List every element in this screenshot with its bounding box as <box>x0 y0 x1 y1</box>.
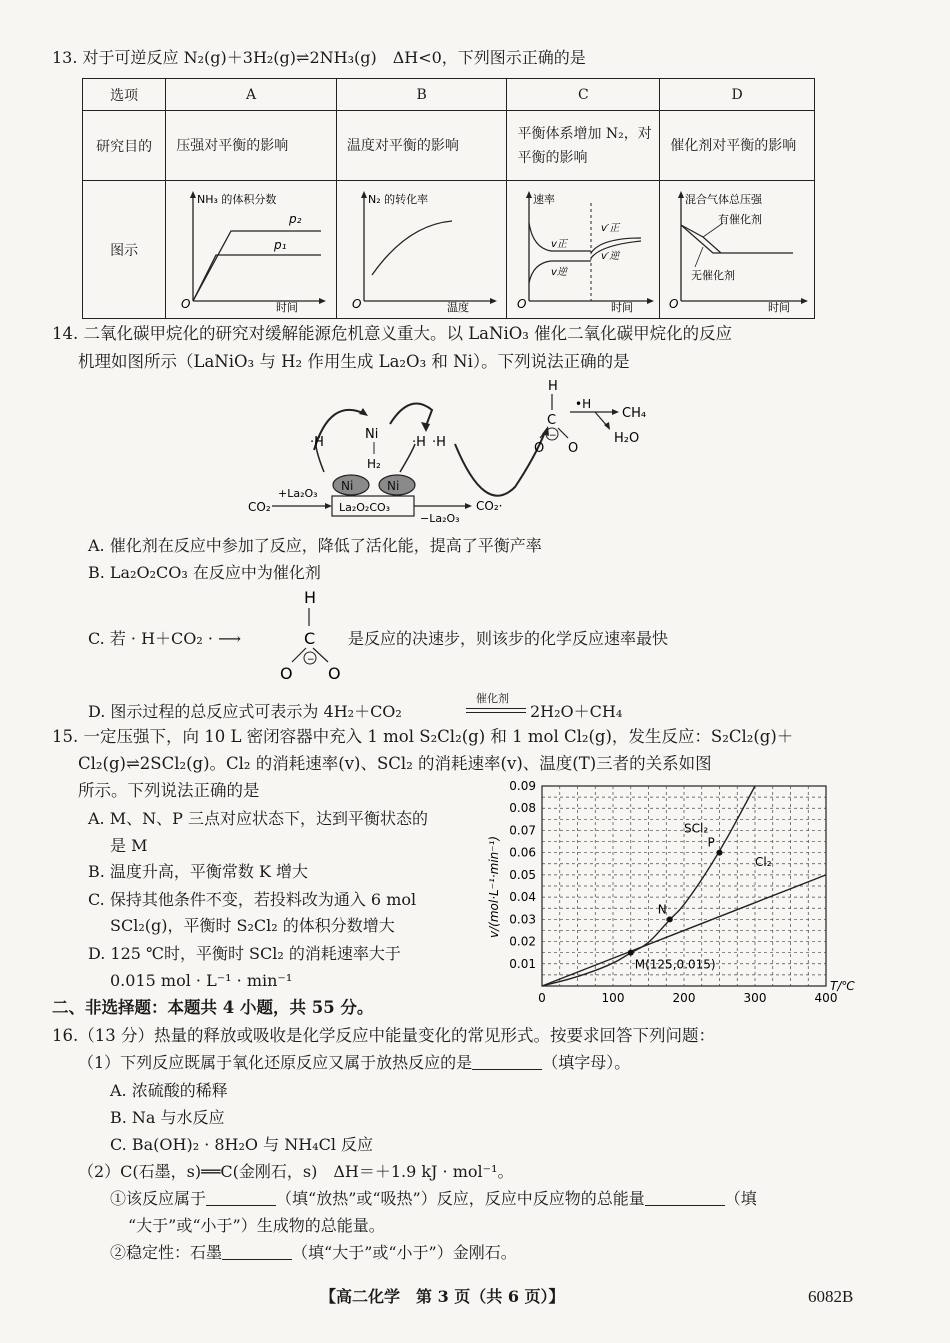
svg-text:−: − <box>307 655 315 665</box>
y-tick-label: 0.09 <box>509 779 536 793</box>
graph-a-p1: p₁ <box>274 237 287 252</box>
option-c-header: C <box>507 79 660 111</box>
q15-option-c-line1: C. 保持其他条件不变，若投料改为通入 6 mol <box>88 890 417 909</box>
diagram-h-radical: •H <box>575 397 592 411</box>
purpose-b: 温度对平衡的影响 <box>336 111 507 181</box>
graph-cell-c <box>507 181 660 319</box>
graph-d-xlabel: 时间 <box>768 300 791 313</box>
q16-part1-option-c: C. Ba(OH)₂ · 8H₂O 与 NH₄Cl 反应 <box>110 1135 374 1154</box>
graph-c-v-forward: v正 <box>550 238 567 250</box>
footer-page-info: 【高二化学 第 3 页（共 6 页）】 <box>320 1287 565 1306</box>
q15-option-a-line1: A. M、N、P 三点对应状态下，达到平衡状态的 <box>88 809 428 828</box>
graph-c-v-forward-new: v′正 <box>600 222 620 234</box>
y-tick-label: 0.02 <box>509 934 536 949</box>
q16-part1-option-a: A. 浓硫酸的稀释 <box>110 1081 228 1100</box>
q16-part2-1-mid: （填“放热”或“吸热”）反应，反应中反应物的总能量 <box>276 1189 645 1208</box>
data-point-label: N <box>657 902 667 917</box>
q15-option-a-line2: 是 M <box>110 836 148 855</box>
table-header-graph: 图示 <box>83 181 166 319</box>
q16-part1-prefix: （1）下列反应既属于氧化还原反应又属于放热反应的是 <box>78 1053 473 1072</box>
diagram-ni-top: Ni <box>365 427 379 442</box>
option-c-c: C <box>304 629 316 648</box>
svg-text:−: − <box>549 431 557 441</box>
diagram-h-left: ·H <box>310 435 324 450</box>
q14-option-b: B. La₂O₂CO₃ 在反应中为催化剂 <box>88 563 321 582</box>
series-label-cl2: Cl₂ <box>755 855 772 869</box>
diagram-ni-left: Ni <box>341 479 354 493</box>
q16-part2: （2）C(石墨，s)══C(金刚石，s) ΔH＝＋1.9 kJ · mol⁻¹。 <box>78 1162 514 1181</box>
y-tick-label: 0.04 <box>509 890 536 905</box>
q13-stem: 13. 对于可逆反应 N₂(g)＋3H₂(g)⇌2NH₃(g) ΔH<0，下列图示正确的是 <box>52 48 586 67</box>
diagram-plus-la2o3: +La₂O₃ <box>278 487 318 500</box>
q14-stem-line2: 机理如图所示（LaNiO₃ 与 H₂ 作用生成 La₂O₃ 和 Ni）。下列说法正确的是 <box>78 352 630 371</box>
series-label-scl2: SCl₂ <box>684 821 709 836</box>
option-b-header: B <box>336 79 507 111</box>
q16-stem: 16.（13 分）热量的释放或吸收是化学反应中能量变化的常见形式。按要求回答下列问题： <box>52 1026 715 1045</box>
q16-part2-2-prefix: ②稳定性：石墨 <box>110 1243 223 1262</box>
q14-option-d-arrow-top <box>466 708 526 709</box>
section-2-heading: 二、非选择题：本题共 4 小题，共 55 分。 <box>52 998 374 1017</box>
purpose-c: 平衡体系增加 N₂，对平衡的影响 <box>507 111 660 181</box>
graph-d-without-catalyst: 无催化剂 <box>691 268 736 282</box>
x-tick-label: 300 <box>743 991 767 1005</box>
q15-option-d-line2: 0.015 mol · L⁻¹ · min⁻¹ <box>110 971 293 990</box>
purpose-d: 催化剂对平衡的影响 <box>660 111 815 181</box>
chart-points <box>628 836 723 972</box>
x-tick-label: 400 <box>814 991 838 1005</box>
graph-c-xlabel: 时间 <box>610 300 633 313</box>
graph-a-origin: O <box>181 296 191 311</box>
graph-b-xlabel: 温度 <box>446 300 469 313</box>
graph-a <box>171 183 331 313</box>
graph-c-v-reverse: v逆 <box>550 266 567 278</box>
graph-a-p2: p₂ <box>289 211 302 226</box>
x-tick-label: 200 <box>672 991 696 1005</box>
graph-c <box>511 183 656 313</box>
y-tick-label: 0.07 <box>509 823 536 838</box>
graph-b-origin: O <box>351 296 362 311</box>
diagram-h2o: H₂O <box>614 431 640 446</box>
y-tick-label: 0.08 <box>509 801 536 816</box>
diagram-ni-right: Ni <box>387 479 400 493</box>
q14-option-d-catalyst: 催化剂 <box>476 692 509 705</box>
q14-option-a: A. 催化剂在反应中参加了反应，降低了活化能，提高了平衡产率 <box>88 536 542 555</box>
graph-d-with-catalyst: 有催化剂 <box>718 212 763 226</box>
q16-part2-1-prefix: ①该反应属于 <box>110 1189 207 1208</box>
diagram-h-right: ·H <box>412 435 426 450</box>
q16-part1-suffix: （填字母）。 <box>542 1053 631 1072</box>
q16-part2-1 <box>110 1188 757 1210</box>
y-tick-label: 0.06 <box>509 845 536 860</box>
data-point <box>667 916 673 922</box>
diagram-minus-la2o3: −La₂O₃ <box>420 512 460 525</box>
option-c-o1: O <box>280 664 293 683</box>
option-c-h: H <box>304 588 317 607</box>
diagram-ch4: CH₄ <box>622 406 647 421</box>
graph-c-v-reverse-new: v′逆 <box>600 250 620 262</box>
q14-option-c-prefix: C. 若 · H＋CO₂ · ⟶ <box>88 629 242 648</box>
diagram-h-far: ·H <box>432 435 446 450</box>
graph-a-ylabel: NH₃ 的体积分数 <box>197 192 277 206</box>
diagram-la2o2co3: La₂O₂CO₃ <box>339 501 391 514</box>
data-point <box>717 850 723 856</box>
diagram-struct-o1: O <box>534 441 545 456</box>
q16-part2-1-line2: “大于”或“小于”）生成物的总能量。 <box>128 1216 385 1235</box>
diagram-co2: CO₂ <box>248 500 271 514</box>
q15-rate-temperature-chart <box>482 778 872 1010</box>
graph-d-ylabel: 混合气体总压强 <box>685 192 763 206</box>
q16-part2-1-blank-a[interactable] <box>206 1189 276 1206</box>
q13-options-table <box>82 78 815 319</box>
q14-option-c-suffix: 是反应的决速步，则该步的化学反应速率最快 <box>348 629 669 648</box>
x-tick-label: 100 <box>601 991 625 1005</box>
graph-cell-b <box>336 181 507 319</box>
graph-c-ylabel: 速率 <box>532 192 555 206</box>
q16-part1-answer-blank[interactable] <box>472 1053 542 1070</box>
graph-d <box>663 183 811 313</box>
diagram-co2-radical: CO₂· <box>476 499 503 513</box>
q14-option-d-suffix: 2H₂O＋CH₄ <box>530 702 623 721</box>
graph-cell-d <box>660 181 815 319</box>
q14-option-c-structure <box>268 586 348 686</box>
graph-c-origin: O <box>516 296 527 311</box>
chart-ylabel: v/(mol·L⁻¹·min⁻¹) <box>487 835 501 938</box>
q14-option-d-arrow-bottom <box>466 712 526 713</box>
footer-code: 6082B <box>808 1287 854 1306</box>
q15-stem-line2: Cl₂(g)⇌2SCl₂(g)。Cl₂ 的消耗速率(v)、SCl₂ 的消耗速率(v)、温度(T)三者的关系如图 <box>78 754 712 773</box>
option-c-o2: O <box>328 664 341 683</box>
q15-option-d-line1: D. 125 ℃时，平衡时 SCl₂ 的消耗速率大于 <box>88 944 401 963</box>
q14-mechanism-diagram <box>240 372 680 532</box>
q15-stem-line1: 15. 一定压强下，向 10 L 密闭容器中充入 1 mol S₂Cl₂(g) 和 1 mol Cl₂(g)，发生反应：S₂Cl₂(g)＋ <box>52 727 794 746</box>
chart-xlabel: T/℃ <box>830 979 855 993</box>
data-point <box>628 950 634 956</box>
q16-part2-1-suffix: （填 <box>724 1189 757 1208</box>
data-point-label: P <box>707 835 715 850</box>
purpose-a: 压强对平衡的影响 <box>166 111 337 181</box>
diagram-struct-c: C <box>547 413 557 428</box>
q16-part2-2 <box>110 1242 517 1264</box>
q15-option-b: B. 温度升高，平衡常数 K 增大 <box>88 862 309 881</box>
q15-stem-line3: 所示。下列说法正确的是 <box>78 781 260 800</box>
diagram-struct-o2: O <box>568 441 579 456</box>
graph-a-xlabel: 时间 <box>276 300 299 313</box>
q15-option-c-line2: SCl₂(g)，平衡时 S₂Cl₂ 的体积分数增大 <box>110 916 395 935</box>
data-point-label: M(125,0.015) <box>634 957 716 972</box>
q16-part2-2-blank[interactable] <box>222 1243 292 1260</box>
y-tick-label: 0.01 <box>509 956 536 971</box>
graph-cell-a <box>166 181 337 319</box>
graph-b <box>342 183 502 313</box>
graph-b-ylabel: N₂ 的转化率 <box>367 192 428 206</box>
q14-stem-line1: 14. 二氧化碳甲烷化的研究对缓解能源危机意义重大。以 LaNiO₃ 催化二氧化碳甲烷化的反应 <box>52 324 733 343</box>
y-tick-label: 0.05 <box>509 867 536 882</box>
diagram-h2: H₂ <box>367 457 381 471</box>
q16-part1 <box>78 1052 630 1074</box>
table-header-purpose: 研究目的 <box>83 111 166 181</box>
y-tick-label: 0.03 <box>509 912 536 927</box>
table-header-option: 选项 <box>83 79 166 111</box>
diagram-struct-h: H <box>548 379 558 394</box>
x-tick-label: 0 <box>538 991 546 1005</box>
option-d-header: D <box>660 79 815 111</box>
q16-part2-1-blank-b[interactable] <box>645 1189 725 1206</box>
chart-grid <box>542 786 826 986</box>
graph-d-origin: O <box>669 296 679 311</box>
q16-part1-option-b: B. Na 与水反应 <box>110 1108 225 1127</box>
option-a-header: A <box>166 79 337 111</box>
q16-part2-2-suffix: （填“大于”或“小于”）金刚石。 <box>292 1243 517 1262</box>
q14-option-d-prefix: D. 图示过程的总反应式可表示为 4H₂＋CO₂ <box>88 702 402 721</box>
